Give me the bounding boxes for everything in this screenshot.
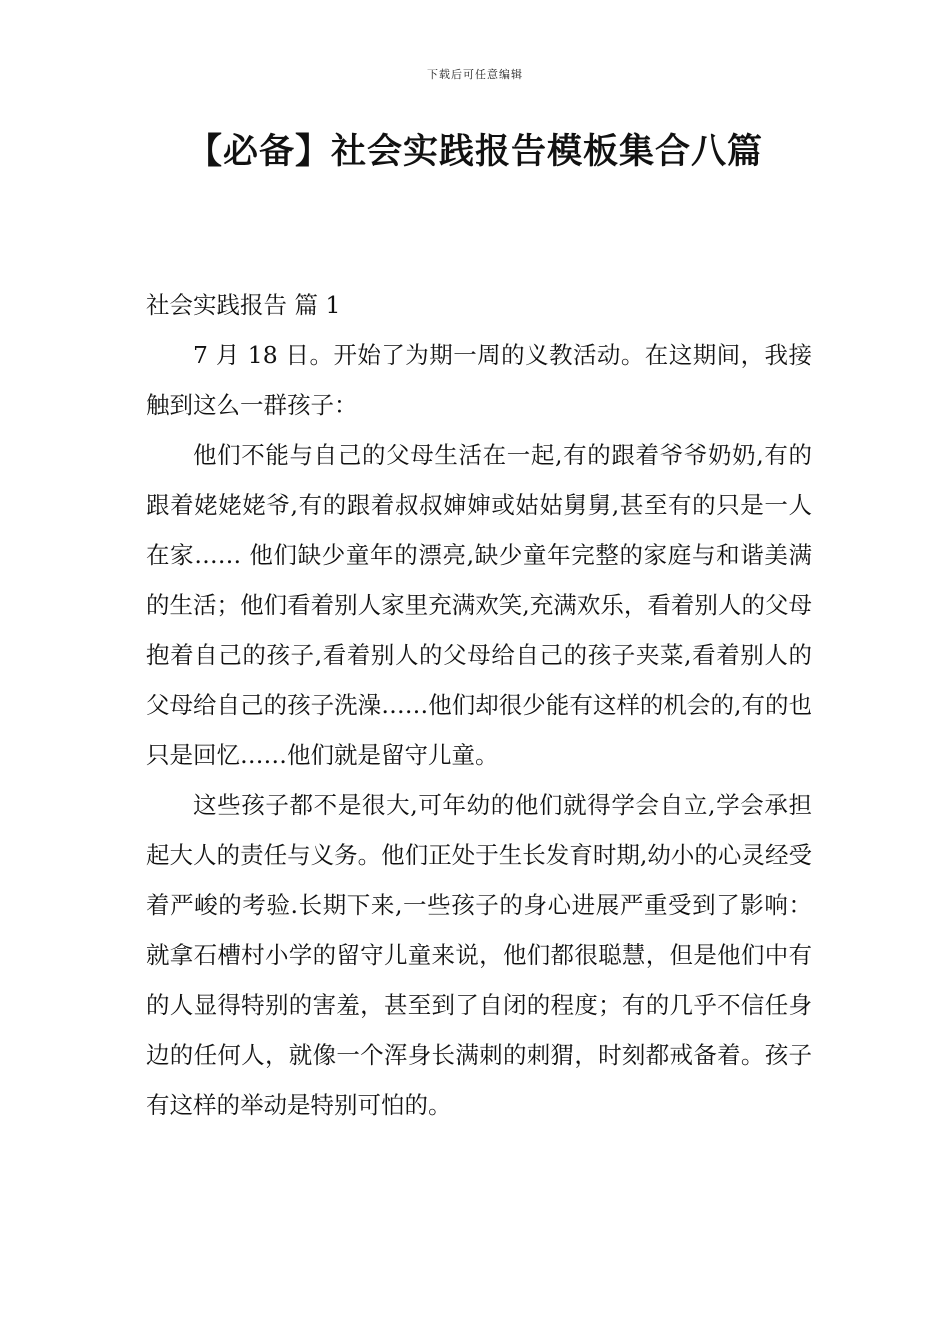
document-body: [146, 280, 812, 1130]
header-note: 下载后可任意编辑: [427, 68, 523, 81]
paragraph-3: 这些孩子都不是很大,可年幼的他们就得学会自立,学会承担起大人的责任与义务。他们正处于生长发育时期,幼小的心灵经受着严峻的考验.长期下来,一些孩子的身心进展严重受到了影响：就拿石槽村小学的留守儿童来说，他们都很聪慧，但是他们中有的人显得特别的害羞，甚至到了自闭的程度；有的几乎不信任身边的任何人，就像一个浑身长满刺的刺猬，时刻都戒备着。孩子有这样的举动是特别可怕的。: [146, 791, 812, 1119]
document-title: 【必备】社会实践报告模板集合八篇: [186, 132, 763, 172]
paragraph-2: 他们不能与自己的父母生活在一起,有的跟着爷爷奶奶,有的跟着姥姥姥爷,有的跟着叔叔婶婶或姑姑舅舅,甚至有的只是一人在家…… 他们缺少童年的漂亮,缺少童年完整的家庭与和谐美满的生活；他们看着别人家里充满欢笑,充满欢乐，看着别人的父母抱着自己的孩子,看着别人的父母给自己的孩子夹菜,看着别人的父母给自己的孩子洗澡……他们却很少能有这样的机会的,有的也只是回忆……他们就是留守儿童。: [146, 441, 812, 769]
paragraph-1: 7 月 18 日。开始了为期一周的义教活动。在这期间，我接触到这么一群孩子：: [146, 341, 812, 419]
section-heading: 社会实践报告 篇 1: [146, 291, 341, 319]
